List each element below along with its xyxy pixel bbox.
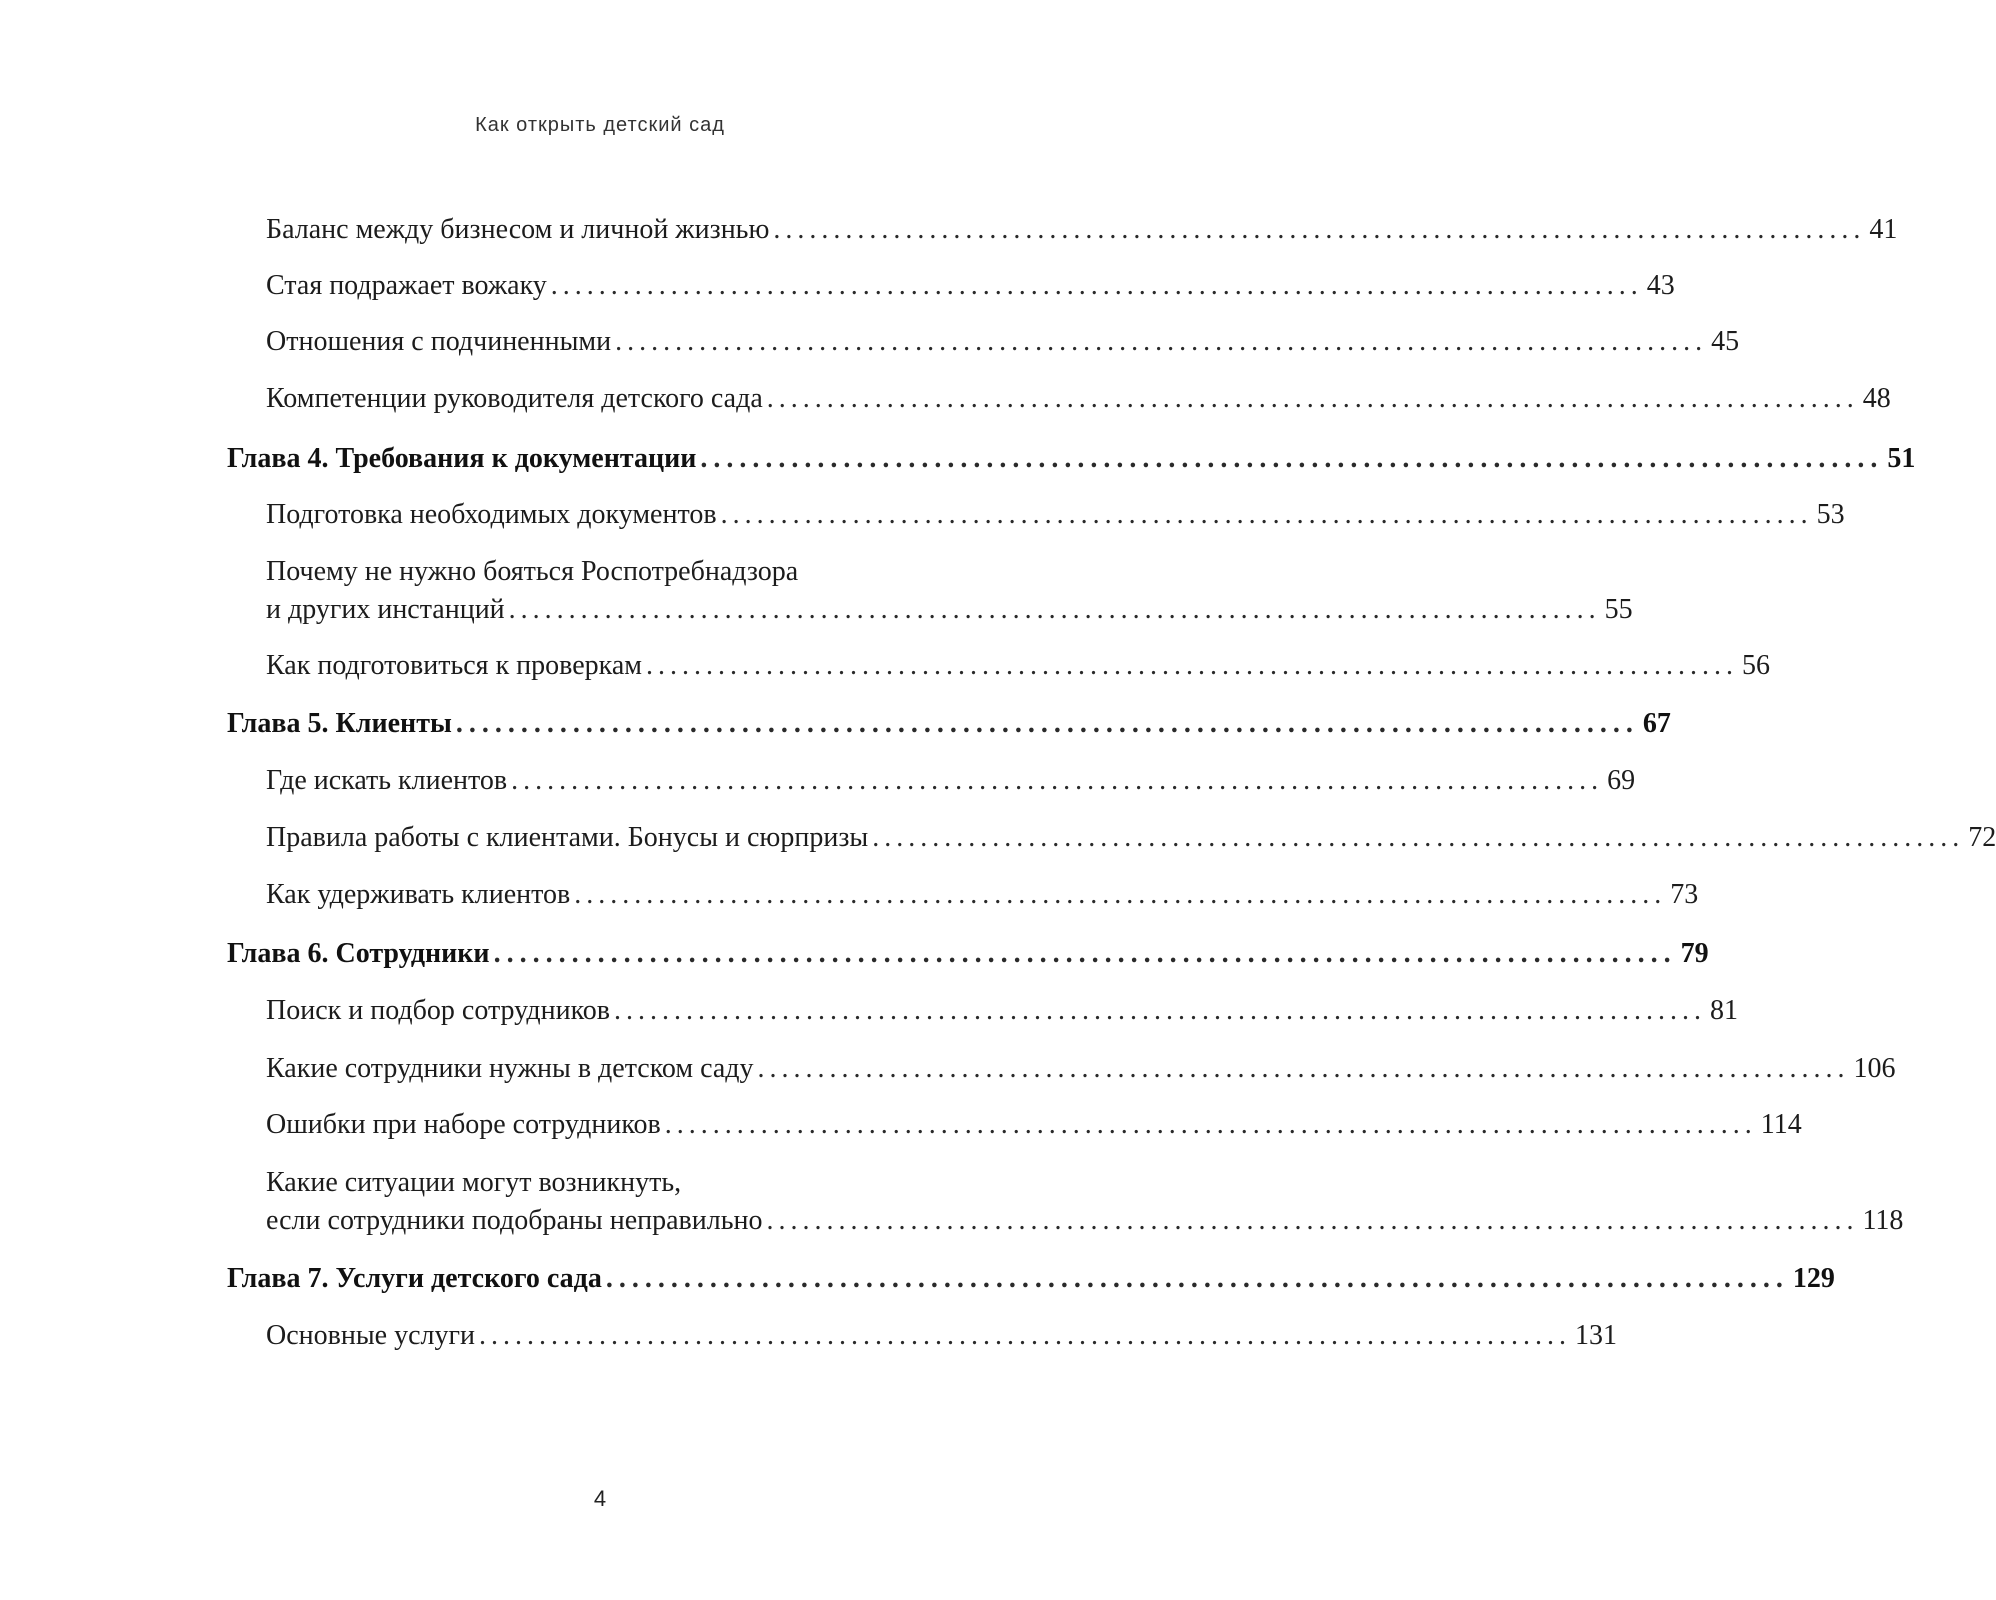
toc-entry-title: Отношения с подчиненными: [266, 326, 612, 357]
toc-entry-title: Глава 6. Сотрудники: [227, 938, 490, 969]
dot-leader: ...........................................................................................: [773, 214, 1866, 245]
toc-entry-title: Какие сотрудники нужны в детском саду: [266, 1053, 754, 1084]
toc-page-number: 51: [1887, 443, 1916, 474]
toc-entry-title: Поиск и подбор сотрудников: [266, 995, 611, 1026]
toc-page-number: 131: [1574, 1320, 1617, 1351]
toc-entry-title-continuation: и других инстанций: [266, 594, 505, 625]
dot-leader: ...........................................................................................: [478, 1320, 1571, 1351]
toc-page-number: 41: [1869, 214, 1898, 245]
toc-entry-title: Правила работы с клиентами. Бонусы и сюрпризы: [266, 822, 869, 853]
dot-leader: ...........................................................................................: [455, 708, 1639, 739]
toc-entry-title: Основные услуги: [266, 1320, 475, 1351]
toc-page-number: 79: [1680, 938, 1709, 969]
toc-entry-title: Глава 7. Услуги детского сада: [227, 1263, 602, 1294]
toc-page-number: 45: [1711, 326, 1740, 357]
toc-entry-title: Подготовка необходимых документов: [266, 499, 717, 530]
dot-leader: ...........................................................................................: [550, 270, 1643, 301]
dot-leader: ...........................................................................................: [872, 822, 1965, 853]
dot-leader: ...........................................................................................: [511, 765, 1604, 796]
toc-page-number: 55: [1604, 594, 1633, 625]
toc-entry-title: Ошибки при наборе сотрудников: [266, 1109, 661, 1140]
toc-entry-title: Как удерживать клиентов: [266, 879, 571, 910]
dot-leader: ...........................................................................................: [766, 383, 1859, 414]
toc-entry-title: Баланс между бизнесом и личной жизнью: [266, 214, 770, 245]
toc-page-number: 73: [1670, 879, 1699, 910]
toc-entry-title: Где искать клиентов: [266, 765, 508, 796]
dot-leader: ...........................................................................................: [664, 1109, 1757, 1140]
toc-page-number: 56: [1741, 650, 1770, 681]
toc-page-number: 69: [1607, 765, 1636, 796]
dot-leader: ...........................................................................................: [493, 938, 1677, 969]
dot-leader: ...........................................................................................: [766, 1205, 1859, 1236]
toc-entry-title: Какие ситуации могут возникнуть,: [266, 1167, 682, 1198]
toc-page-number: 118: [1862, 1205, 1904, 1236]
toc-page-number: 67: [1642, 708, 1671, 739]
page-number: 4: [593, 1486, 607, 1511]
dot-leader: ...........................................................................................: [645, 650, 1738, 681]
toc-entry-title: Компетенции руководителя детского сада: [266, 383, 763, 414]
toc-page-number: 53: [1816, 499, 1845, 530]
dot-leader: ...........................................................................................: [615, 326, 1708, 357]
dot-leader: ...........................................................................................: [614, 995, 1707, 1026]
toc-entry-title: Глава 4. Требования к документации: [227, 443, 697, 474]
toc-page-number: 48: [1862, 383, 1891, 414]
dot-leader: ...........................................................................................: [700, 443, 1884, 474]
toc-entry-title: Стая подражает вожаку: [266, 270, 547, 301]
toc-page-number: 106: [1853, 1053, 1896, 1084]
toc-page-number: 81: [1710, 995, 1739, 1026]
dot-leader: ...........................................................................................: [508, 594, 1601, 625]
toc-entry-title: Как подготовиться к проверкам: [266, 650, 642, 681]
toc-page-number: 43: [1646, 270, 1675, 301]
toc-page-number: 114: [1760, 1109, 1802, 1140]
toc-entry-title-continuation: если сотрудники подобраны неправильно: [266, 1205, 763, 1236]
toc-page-number: 129: [1792, 1263, 1835, 1294]
dot-leader: ...........................................................................................: [574, 879, 1667, 910]
toc-entry-title: Глава 5. Клиенты: [227, 708, 452, 739]
dot-leader: ...........................................................................................: [720, 499, 1813, 530]
running-header: Как открыть детский сад: [475, 114, 725, 136]
toc-entry-title: Почему не нужно бояться Роспотребнадзора: [266, 556, 799, 587]
toc-page-number: 72: [1968, 822, 1996, 853]
dot-leader: ...........................................................................................: [757, 1053, 1850, 1084]
dot-leader: ...........................................................................................: [605, 1263, 1789, 1294]
